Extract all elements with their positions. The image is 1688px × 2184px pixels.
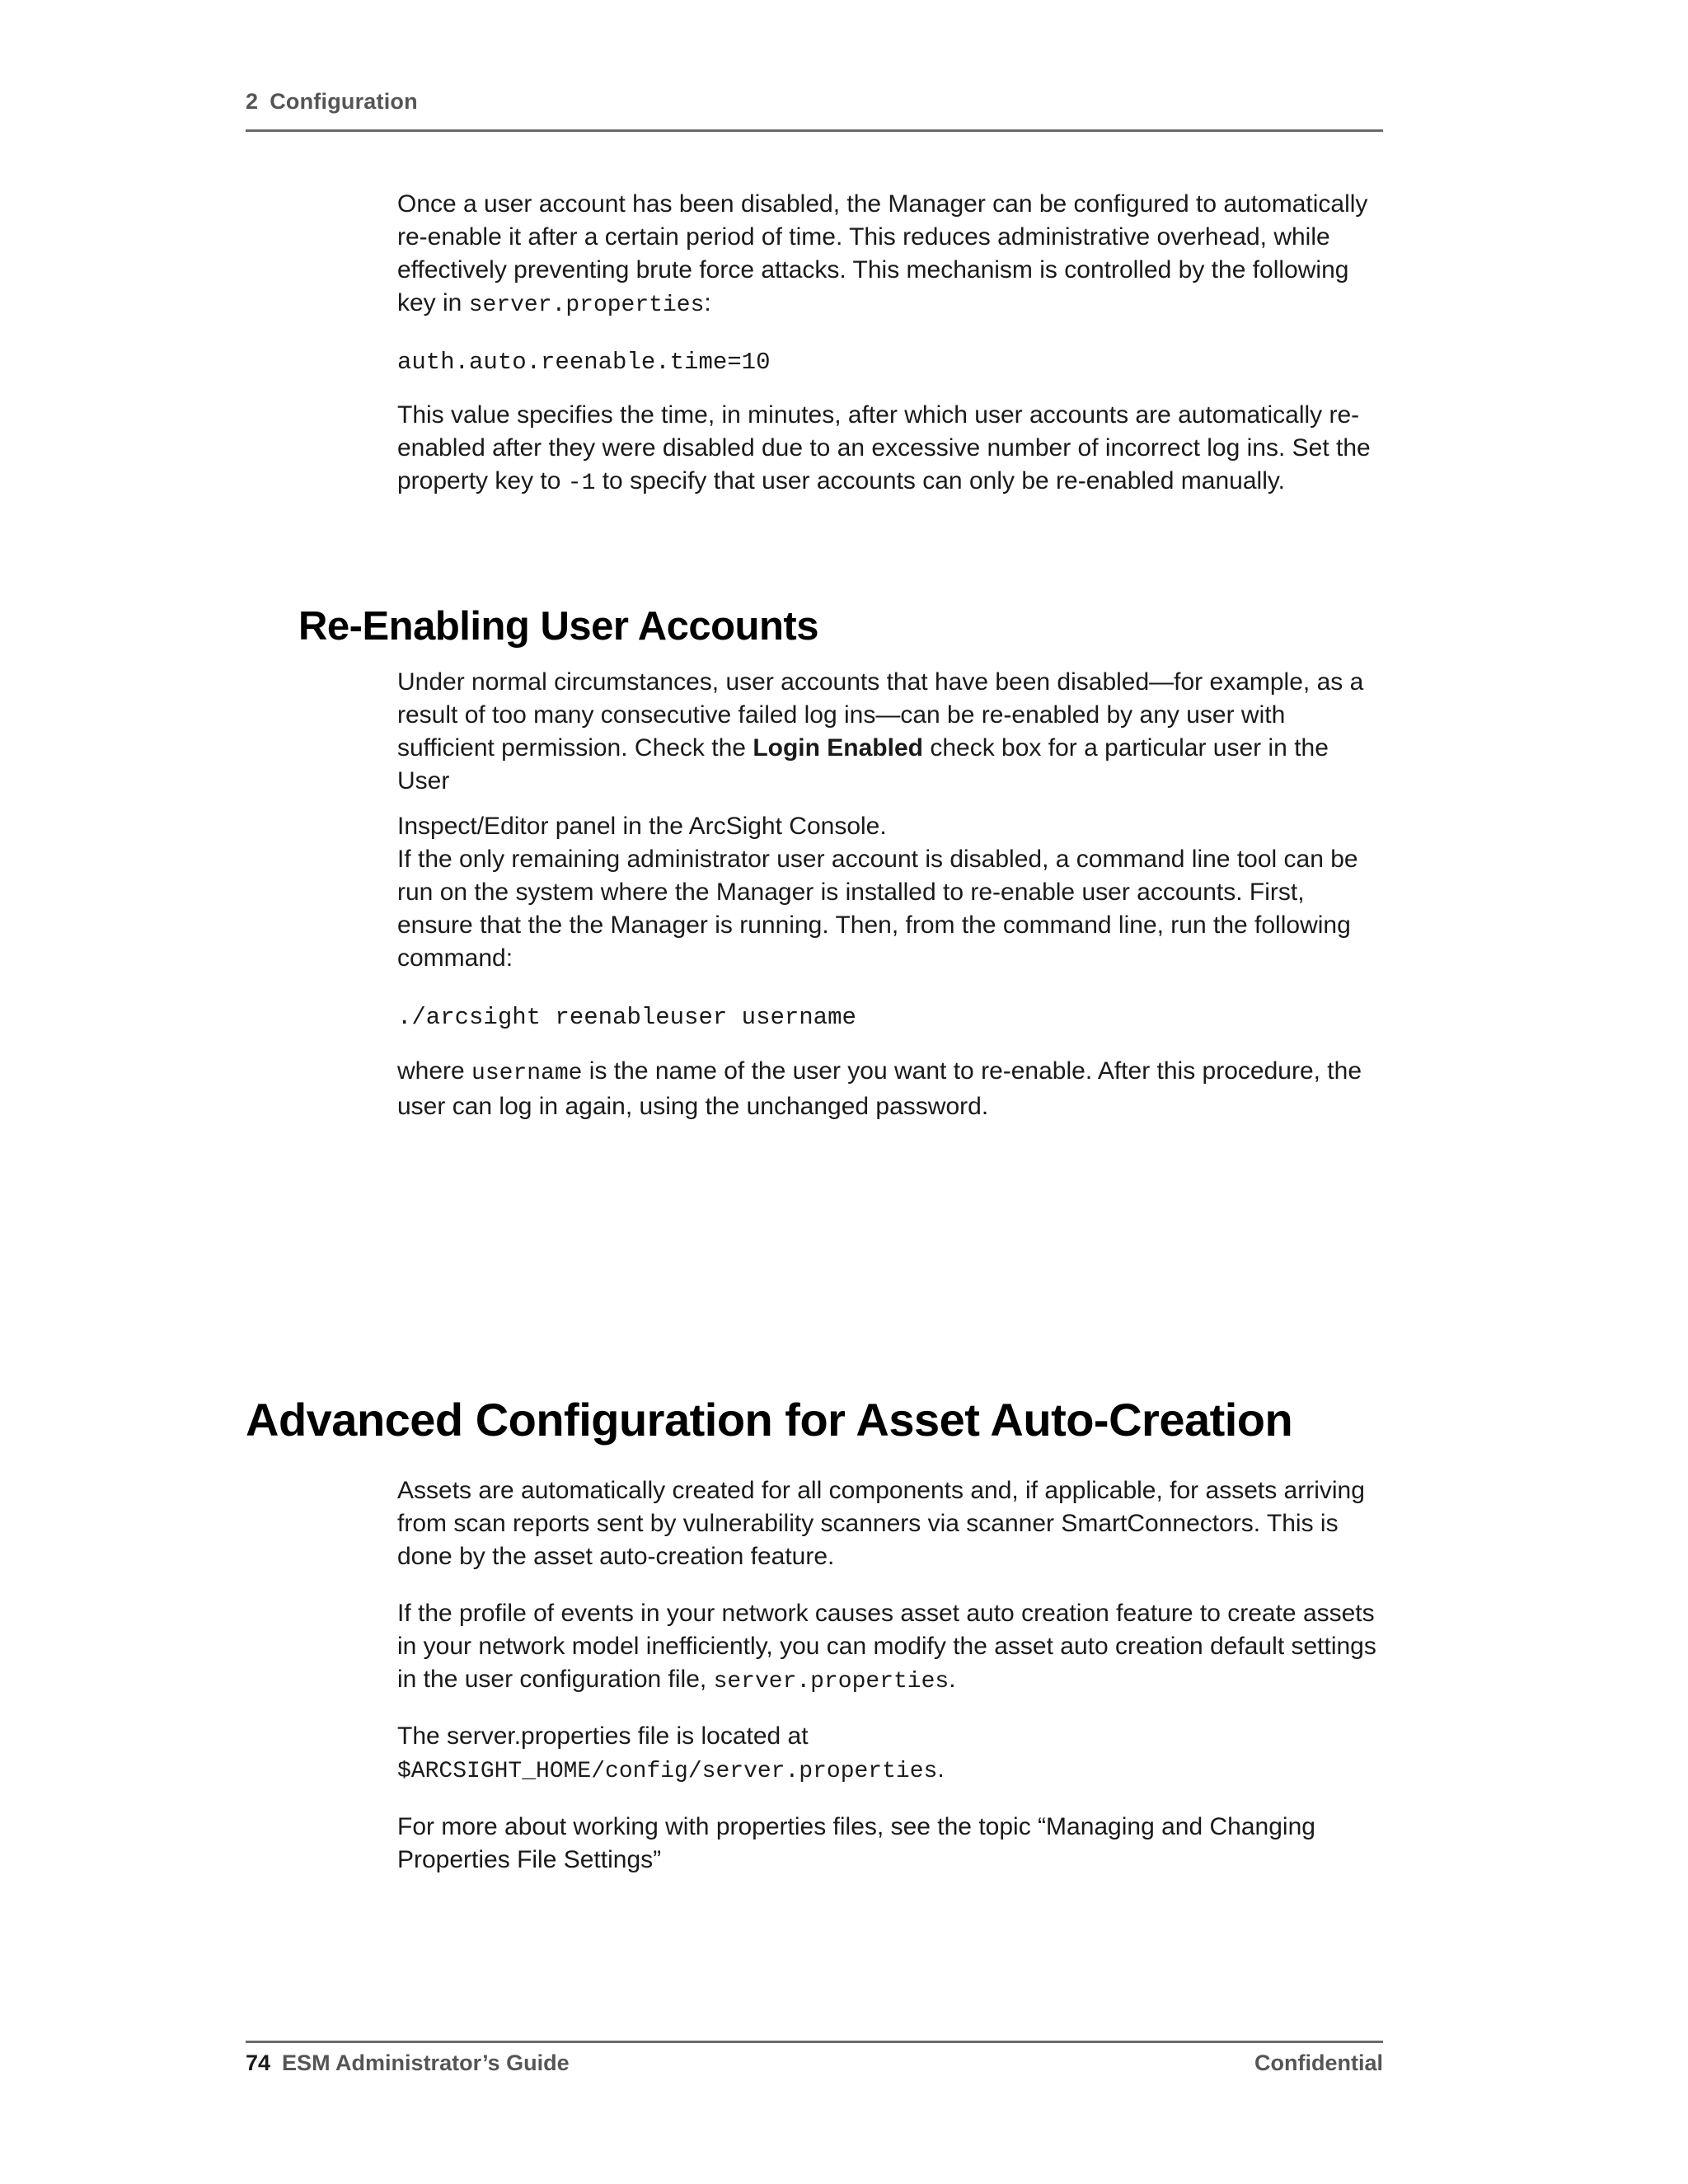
running-header — [246, 89, 1383, 115]
reenabling-para-2 — [397, 843, 1386, 975]
section-heading: Re-Enabling User Accounts — [298, 604, 818, 649]
reenabling-para-3 — [397, 1055, 1386, 1123]
inline-code: server.properties — [713, 1669, 950, 1694]
auto-reenable-intro — [397, 188, 1386, 322]
paragraph: If the only remaining administrator user account is disabled, a command line tool can be run on the system where the Manager is installed to re-enable user accounts. First, ensure that the the Manager is running. Then, from the command line, run the following command: — [397, 846, 1358, 972]
paragraph: where username is the name of the user you want to re-enable. After this procedure, the user can log in again, using the unchanged password. — [397, 1057, 1362, 1120]
paragraph: Once a user account has been disabled, the Manager can be configured to automatically re-enable it after a certain period of time. This reduces administrative overhead, while effectively preventing brute force attacks. This mechanism is controlled by the following key in server.properties: — [397, 190, 1368, 318]
asset-para-3 — [397, 1720, 1386, 1788]
reenabling-para-1 — [397, 666, 1386, 843]
paragraph: If the profile of events in your network causes asset auto creation feature to create assets in your network model inefficiently, you can modify the asset auto creation default settings in the user configuration file, server.properties. — [397, 1600, 1376, 1694]
paragraph: For more about working with properties files, see the topic “Managing and Changing Properties File Settings” — [397, 1813, 1315, 1873]
header-rule — [246, 129, 1383, 132]
paragraph: Assets are automatically created for all components and, if applicable, for assets arriving from scan reports sent by vulnerability scanners via scanner SmartConnectors. This is done by the asset auto-creation feature. — [397, 1477, 1365, 1570]
ui-label-bold: Login Enabled — [753, 734, 923, 762]
inline-code: username — [471, 1061, 583, 1086]
auto-reenable-explanation — [397, 399, 1386, 500]
command-block — [397, 1001, 1386, 1034]
inline-code: $ARCSIGHT_HOME/config/server.properties — [397, 1759, 938, 1784]
chapter-number: 2 — [246, 89, 259, 114]
code-block — [397, 346, 1386, 379]
asset-para-1 — [397, 1474, 1386, 1573]
paragraph: $ARCSIGHT_HOME/config/server.properties. — [397, 1755, 945, 1784]
document-title: ESM Administrator’s Guide — [282, 2050, 570, 2075]
inline-code: server.properties — [468, 293, 705, 318]
paragraph: This value specifies the time, in minutes, after which user accounts are automatically re-enabled after they were disabled due to an excessive number of incorrect log ins. Set the property key to -1 to specify that user accounts can only be re-enabled manually. — [397, 401, 1371, 496]
asset-para-4 — [397, 1811, 1386, 1877]
command-line: ./arcsight reenableuser username — [397, 1004, 856, 1031]
paragraph: Inspect/Editor panel in the ArcSight Console. — [397, 813, 887, 840]
confidential-label: Confidential — [1254, 2050, 1383, 2075]
inline-code: -1 — [567, 471, 596, 496]
chapter-section-heading: Advanced Configuration for Asset Auto-Creation — [246, 1394, 1293, 1446]
chapter-title: Configuration — [270, 89, 418, 114]
paragraph: Under normal circumstances, user accounts that have been disabled—for example, as a result of too many consecutive failed log ins—can be re-enabled by any user with sufficient permission. Check the Login Enabled check box for a particular user in the User — [397, 668, 1364, 794]
asset-para-2 — [397, 1597, 1386, 1699]
code-line: auth.auto.reenable.time=10 — [397, 349, 771, 376]
footer-rule — [246, 2041, 1383, 2043]
footer-left — [246, 2050, 570, 2076]
paragraph: The server.properties file is located at — [397, 1722, 809, 1750]
page-number: 74 — [246, 2050, 271, 2075]
